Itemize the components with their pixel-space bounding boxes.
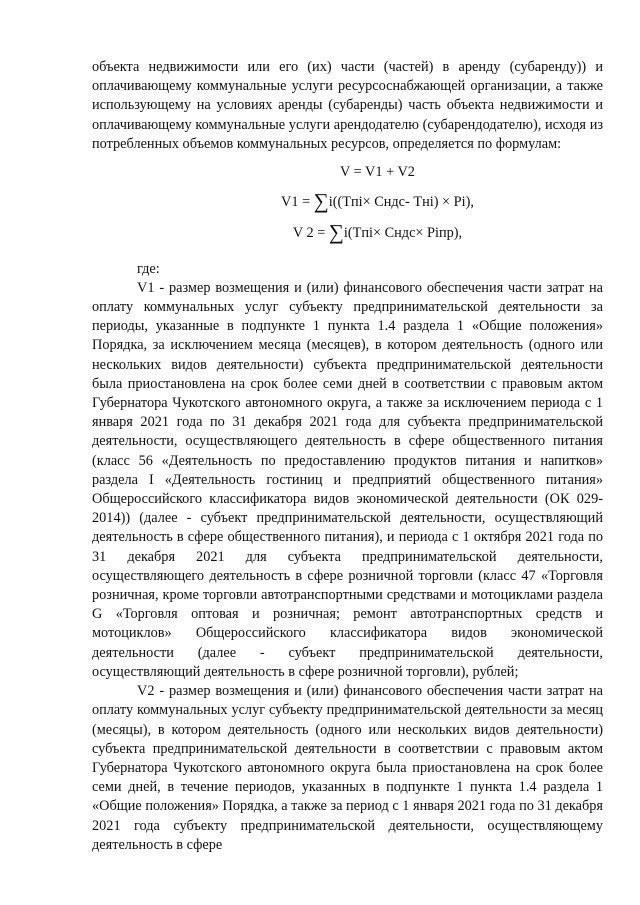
formula-v1-right: i((Tпi× Cндс- Tнi) × Pi), xyxy=(328,194,474,211)
spacer xyxy=(92,244,603,260)
v2-definition-paragraph: V2 - размер возмещения и (или) финансового обеспечения части затрат на оплату коммунальных услуг субъекту предпринимательской деятельности за месяц (месяцы), в котором деятельность (одного или нескольких видов деятельности) субъекта предпринимательской деятельности в соответствии с правовым актом Губернатора Чукотского автономного округа была приостановлена на срок более семи дней, в течение периодов, указанных в подпункте 1 пункта 1.4 раздела 1 «Общие положения» Порядка, а также за период с 1 января 2021 года по 31 декабря 2021 года субъекту предпринимательской деятельности, осуществляющему деятельность в сфере xyxy=(92,683,604,853)
formula-v1-left: V1 = xyxy=(281,194,314,211)
formula-v2-left: V 2 = xyxy=(292,225,329,242)
sum-symbol: ∑ xyxy=(328,220,344,245)
intro-paragraph: объекта недвижимости или его (их) части (частей) в аренду (субаренду)) и оплачивающему коммунальные услуги ресурсоснабжающей организации, а также использующему на условиях аренды (субаренды) часть объекта недвижимости и оплачивающему коммунальные услуги арендодателю (субарендодателю), исходя из потребленных объемов коммунальных ресурсов, определяется по формулам: xyxy=(92,59,603,152)
document-page xyxy=(92,58,603,855)
formula-v-total: V = V1 + V2 xyxy=(340,164,415,181)
v1-definition-paragraph: V1 - размер возмещения и (или) финансового обеспечения части затрат на оплату коммунальных услуг субъекту предпринимательской деятельности за периоды, указанные в подпункте 1 пункта 1.4 раздела 1 «Общие положения» Порядка, за исключением месяца (месяцев), в котором деятельность (одного или нескольких видов деятельности) субъекта предпринимательской деятельности была приостановлена на срок более семи дней в соответствии с правовым актом Губернатора Чукотского автономного округа, а также за исключением периода с 1 января 2021 года по 31 декабря 2021 года для субъекта предпринимательской деятельности, осуществляющего деятельность в сфере общественного питания (класс 56 «Деятельность по предоставлению продуктов питания и напитков» раздела I «Деятельность гостиниц и предприятий общественного питания» Общероссийского классификатора видов экономической деятельности (ОК 029-2014)) (далее - субъект предпринимательской деятельности, осуществляющий деятельность в сфере общественного питания), и периода с 1 октября 2021 года по 31 декабря 2021 для субъекта предпринимательской деятельности, осуществляющего деятельность в сфере розничной торговли (класс 47 «Торговля розничная, кроме торговли автотранспортными средствами и мотоциклами раздела G «Торговля оптовая и розничная; ремонт автотранспортных средств и мотоциклов» Общероссийского классификатора видов экономической деятельности (далее - субъект предпринимательской деятельности, осуществляющий деятельность в сфере розничной торговли), рублей; xyxy=(92,279,603,680)
sum-symbol: ∑ xyxy=(313,189,329,214)
where-label: где: xyxy=(137,260,160,277)
formula-v1 xyxy=(92,189,603,214)
formula-v2 xyxy=(92,220,603,245)
formula-v2-right: i(Tпi× Cндс× Piпр), xyxy=(343,225,463,242)
